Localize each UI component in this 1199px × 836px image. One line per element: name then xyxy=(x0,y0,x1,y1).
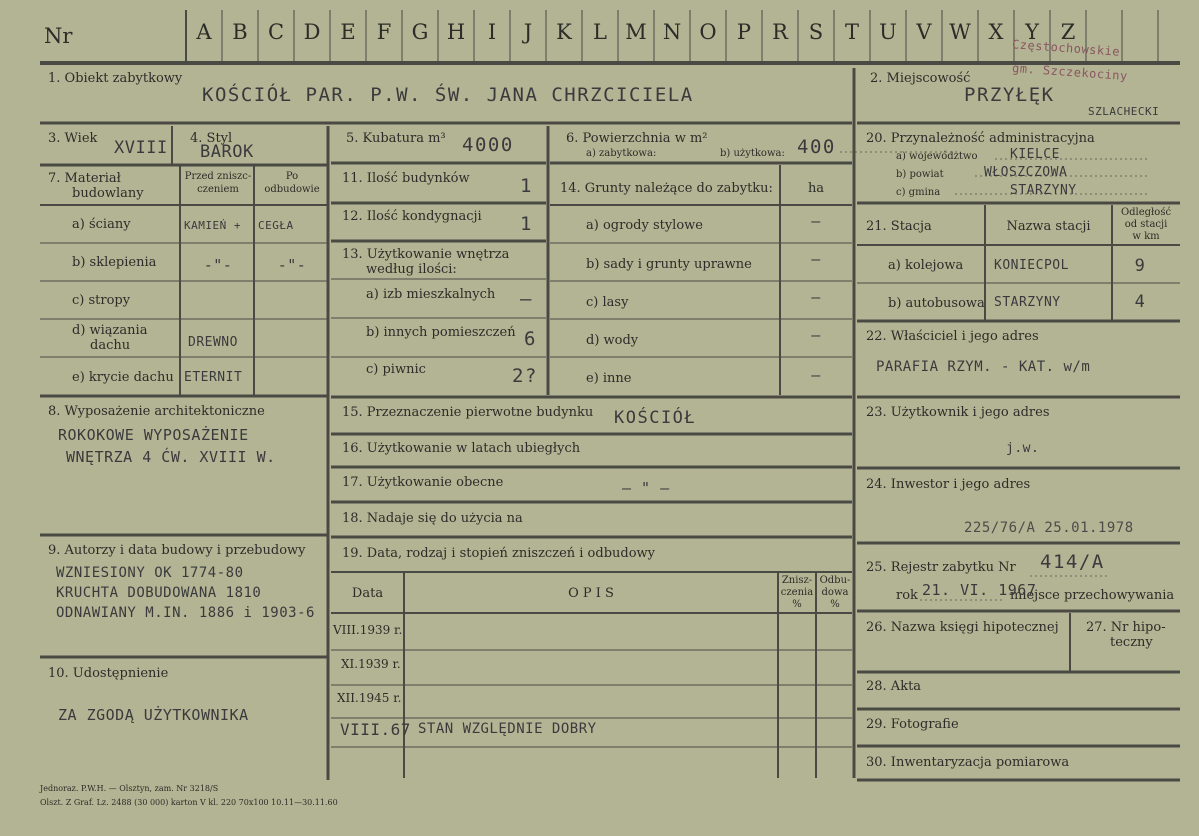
alphabet-letter-r: R xyxy=(772,20,788,44)
f19-date-header: Data xyxy=(351,586,384,601)
storeys-entry: 1 xyxy=(520,213,533,235)
footer-print-info: Jednoraz. P.W.H. — Olsztyn, zam. Nr 3218/S xyxy=(40,784,219,793)
grounds-d-entry: — xyxy=(811,326,821,344)
grounds-e-entry: — xyxy=(811,366,821,384)
f5-label: 5. Kubatura m³ xyxy=(346,131,446,146)
f14-unit: ha xyxy=(807,181,825,196)
f14a-label: a) ogrody stylowe xyxy=(586,218,703,233)
authors-line2: KRUCHTA DOBUDOWANA 1810 xyxy=(56,585,262,601)
f6a-label: a) zabytkowa: xyxy=(586,148,657,159)
alphabet-letter-y: Y xyxy=(1025,20,1039,44)
f20-label: 20. Przynależność administracyjna xyxy=(866,131,1095,146)
alphabet-letter-w: W xyxy=(949,20,971,44)
style-entry: BAROK xyxy=(200,142,254,162)
f7-after-label: Po xyxy=(285,171,299,182)
grounds-a-entry: — xyxy=(811,212,821,230)
alphabet-letter-s: S xyxy=(808,20,824,44)
investor-entry: 225/76/A 25.01.1978 xyxy=(964,520,1134,536)
f7-before-label-2: czeniem xyxy=(197,184,239,195)
nr-label: Nr xyxy=(44,24,73,48)
f1-label: 1. Obiekt zabytkowy xyxy=(48,71,183,86)
place-entry: PRZYŁĘK xyxy=(964,84,1055,106)
alphabet-letter-u: U xyxy=(879,20,897,44)
f30-label: 30. Inwentaryzacja pomiarowa xyxy=(866,755,1070,770)
f14c-label: c) lasy xyxy=(586,295,629,310)
f14e-label: e) inne xyxy=(586,371,632,386)
alphabet-letter-h: H xyxy=(446,20,466,44)
walls-after-entry: CEGŁA xyxy=(258,219,294,232)
rooms-other-entry: 6 xyxy=(524,328,537,350)
f9-label: 9. Autorzy i data budowy i przebudowy xyxy=(48,543,306,558)
f19-opis-header: O P I S xyxy=(568,586,614,601)
f13c-label: c) piwnic xyxy=(366,362,426,377)
damage-row-4-date: VIII.67 xyxy=(340,720,411,739)
alphabet-letter-d: D xyxy=(303,20,321,44)
county-entry: WŁOSZCZOWA xyxy=(984,165,1068,180)
alphabet-letter-i: I xyxy=(487,20,497,44)
f20a-label: a) województwo xyxy=(896,151,978,162)
alphabet-letter-l: L xyxy=(593,20,607,44)
purpose-entry: KOŚCIÓŁ xyxy=(614,408,697,428)
alphabet-letter-b: B xyxy=(232,20,248,44)
alphabet-letter-k: K xyxy=(556,20,572,44)
f7-label-2: budowlany xyxy=(72,186,144,201)
alphabet-letter-j: J xyxy=(523,20,533,44)
f3-label: 3. Wiek xyxy=(48,131,98,146)
f21-distance-header: Odległość xyxy=(1120,207,1172,218)
owner-entry: PARAFIA RZYM. - KAT. w/m xyxy=(876,359,1091,375)
place-note-2: gm. Szczekociny xyxy=(1011,60,1129,84)
f21-label: 21. Stacja xyxy=(866,219,932,234)
vault-before-entry: -"- xyxy=(203,256,233,274)
rail-distance-entry: 9 xyxy=(1134,256,1146,276)
alphabet-letter-z: Z xyxy=(1060,20,1076,44)
f23-label: 23. Użytkownik i jego adres xyxy=(866,405,1050,420)
user-entry: j.w. xyxy=(1006,441,1040,456)
alphabet-letter-x: X xyxy=(988,20,1004,44)
volume-entry: 4000 xyxy=(462,134,514,156)
damage-row-1-date: VIII.1939 r. xyxy=(333,623,403,637)
f20b-label: b) powiat xyxy=(896,169,944,180)
f21a-label: a) kolejowa xyxy=(888,258,964,273)
f7c-label: c) stropy xyxy=(72,293,131,308)
f20c-label: c) gmina xyxy=(896,187,941,198)
roofing-entry: ETERNIT xyxy=(184,370,243,385)
f18-label: 18. Nadaje się do użycia na xyxy=(342,511,523,526)
f13-label: 13. Użytkowanie wnętrza xyxy=(342,247,510,262)
alphabet-letter-n: N xyxy=(662,20,682,44)
footer-print-info-2: Olszt. Z Graf. Lz. 2488 (30 000) karton V kl. 220 70x100 10.11—30.11.60 xyxy=(40,798,338,807)
f21-station-header: Nazwa stacji xyxy=(1006,219,1091,234)
f25-label: 25. Rejestr zabytku Nr xyxy=(866,560,1016,575)
f17-label: 17. Użytkowanie obecne xyxy=(342,475,504,490)
alphabet-letter-v: V xyxy=(916,20,932,44)
alphabet-letter-c: C xyxy=(267,20,285,44)
alphabet-letter-g: G xyxy=(411,20,429,44)
damage-row-4-desc: STAN WZGLĘDNIE DOBRY xyxy=(418,721,597,737)
roof-truss-entry: DREWNO xyxy=(188,335,238,350)
f10-label: 10. Udostępnienie xyxy=(48,666,169,681)
f12-label: 12. Ilość kondygnacji xyxy=(342,209,482,224)
f7b-label: b) sklepienia xyxy=(72,255,157,270)
f13b-label: b) innych pomieszczeń xyxy=(366,325,516,340)
f24-label: 24. Inwestor i jego adres xyxy=(866,477,1031,492)
grounds-c-entry: — xyxy=(811,288,821,306)
f15-label: 15. Przeznaczenie pierwotne budynku xyxy=(342,405,594,420)
register-number-entry: 414/A xyxy=(1040,551,1105,573)
f8-label: 8. Wyposażenie architektoniczne xyxy=(48,404,265,419)
alphabet-letter-e: E xyxy=(340,20,356,44)
authors-line1: WZNIESIONY OK 1774-80 xyxy=(56,565,244,581)
alphabet-letter-a: A xyxy=(196,20,212,44)
f7-label: 7. Materiał xyxy=(48,171,121,186)
cellars-entry: 2? xyxy=(512,365,538,387)
f19-damage-header-2: czenia xyxy=(780,587,814,598)
damage-row-2-date: XI.1939 r. xyxy=(341,657,401,671)
register-year-entry: 21. VI. 1967 xyxy=(922,581,1037,599)
f7-before-label: Przed zniszc- xyxy=(184,171,252,182)
f19-label: 19. Data, rodzaj i stopień zniszczeń i odbudowy xyxy=(342,546,656,561)
f6-label: 6. Powierzchnia w m² xyxy=(566,131,708,146)
arch-equipment-line1: ROKOKOWE WYPOSAŻENIE xyxy=(58,426,249,444)
f13-label-2: według ilości: xyxy=(366,262,457,277)
f25-storage-label: miejsce przechowywania xyxy=(1010,588,1175,603)
f19-damage-header-3: % xyxy=(792,599,802,610)
f27-label: 27. Nr hipo- xyxy=(1086,620,1166,635)
rail-station-entry: KONIECPOL xyxy=(994,258,1069,273)
f21-distance-header-3: w km xyxy=(1132,231,1160,242)
damage-row-3-date: XII.1945 r. xyxy=(337,691,402,705)
use-current-entry: – " – xyxy=(622,479,670,497)
alphabet-letter-o: O xyxy=(699,20,717,44)
century-entry: XVIII xyxy=(114,138,168,158)
f4-label: 4. Styl xyxy=(190,131,233,146)
alphabet-letter-t: T xyxy=(844,20,859,44)
f7d-label-2: dachu xyxy=(90,338,131,353)
f27-label-2: teczny xyxy=(1110,635,1153,650)
area-usable-entry: 400 xyxy=(797,136,836,158)
f2-label: 2. Miejscowość xyxy=(870,71,971,86)
f19-damage-header: Znisz- xyxy=(781,575,813,586)
f19-rebuild-header-2: dowa xyxy=(821,587,849,598)
alphabet-letter-f: F xyxy=(376,20,392,44)
object-entry: KOŚCIÓŁ PAR. P.W. ŚW. JANA CHRZCICIELA xyxy=(202,84,694,106)
voivodeship-entry: KIELCE xyxy=(1010,147,1060,162)
walls-before-entry: KAMIEŃ + xyxy=(184,219,241,232)
vault-after-entry: -"- xyxy=(277,256,307,274)
f21-distance-header-2: od stacji xyxy=(1124,219,1168,230)
bus-distance-entry: 4 xyxy=(1134,292,1146,312)
f28-label: 28. Akta xyxy=(866,679,922,694)
f7e-label: e) krycie dachu xyxy=(72,370,174,385)
f6b-label: b) użytkowa: xyxy=(720,148,785,159)
f22-label: 22. Właściciel i jego adres xyxy=(866,329,1039,344)
f14d-label: d) wody xyxy=(586,333,639,348)
f7-after-label-2: odbudowie xyxy=(264,184,320,195)
f29-label: 29. Fotografie xyxy=(866,717,959,732)
f13a-label: a) izb mieszkalnych xyxy=(366,287,496,302)
f14-label: 14. Grunty należące do zabytku: xyxy=(560,181,773,196)
access-entry: ZA ZGODĄ UŻYTKOWNIKA xyxy=(58,706,249,724)
f19-rebuild-header-3: % xyxy=(830,599,840,610)
bus-station-entry: STARZYNY xyxy=(994,295,1061,310)
alphabet-letter-m: M xyxy=(625,20,647,44)
f7d-label: d) wiązania xyxy=(72,323,148,338)
f26-label: 26. Nazwa księgi hipotecznej xyxy=(866,620,1059,635)
f25-year-label: rok xyxy=(896,588,918,603)
authors-line3: ODNAWIANY M.IN. 1886 i 1903-6 xyxy=(56,605,315,621)
rooms-living-entry: – xyxy=(520,288,533,310)
f14b-label: b) sady i grunty uprawne xyxy=(586,257,752,272)
f7a-label: a) ściany xyxy=(72,217,131,232)
alphabet-letter-p: P xyxy=(736,20,752,44)
f21b-label: b) autobusowa xyxy=(888,296,985,311)
f16-label: 16. Użytkowanie w latach ubiegłych xyxy=(342,441,581,456)
place-sub-entry: SZLACHECKI xyxy=(1088,105,1160,118)
place-note-1: Częstochowskie xyxy=(1011,37,1121,59)
grounds-b-entry: — xyxy=(811,250,821,268)
buildings-entry: 1 xyxy=(520,175,533,197)
f11-label: 11. Ilość budynków xyxy=(342,171,470,186)
arch-equipment-line2: WNĘTRZA 4 ĆW. XVIII W. xyxy=(66,448,276,466)
f19-rebuild-header: Odbu- xyxy=(819,575,851,586)
commune-entry: STARZYNY xyxy=(1010,183,1077,198)
